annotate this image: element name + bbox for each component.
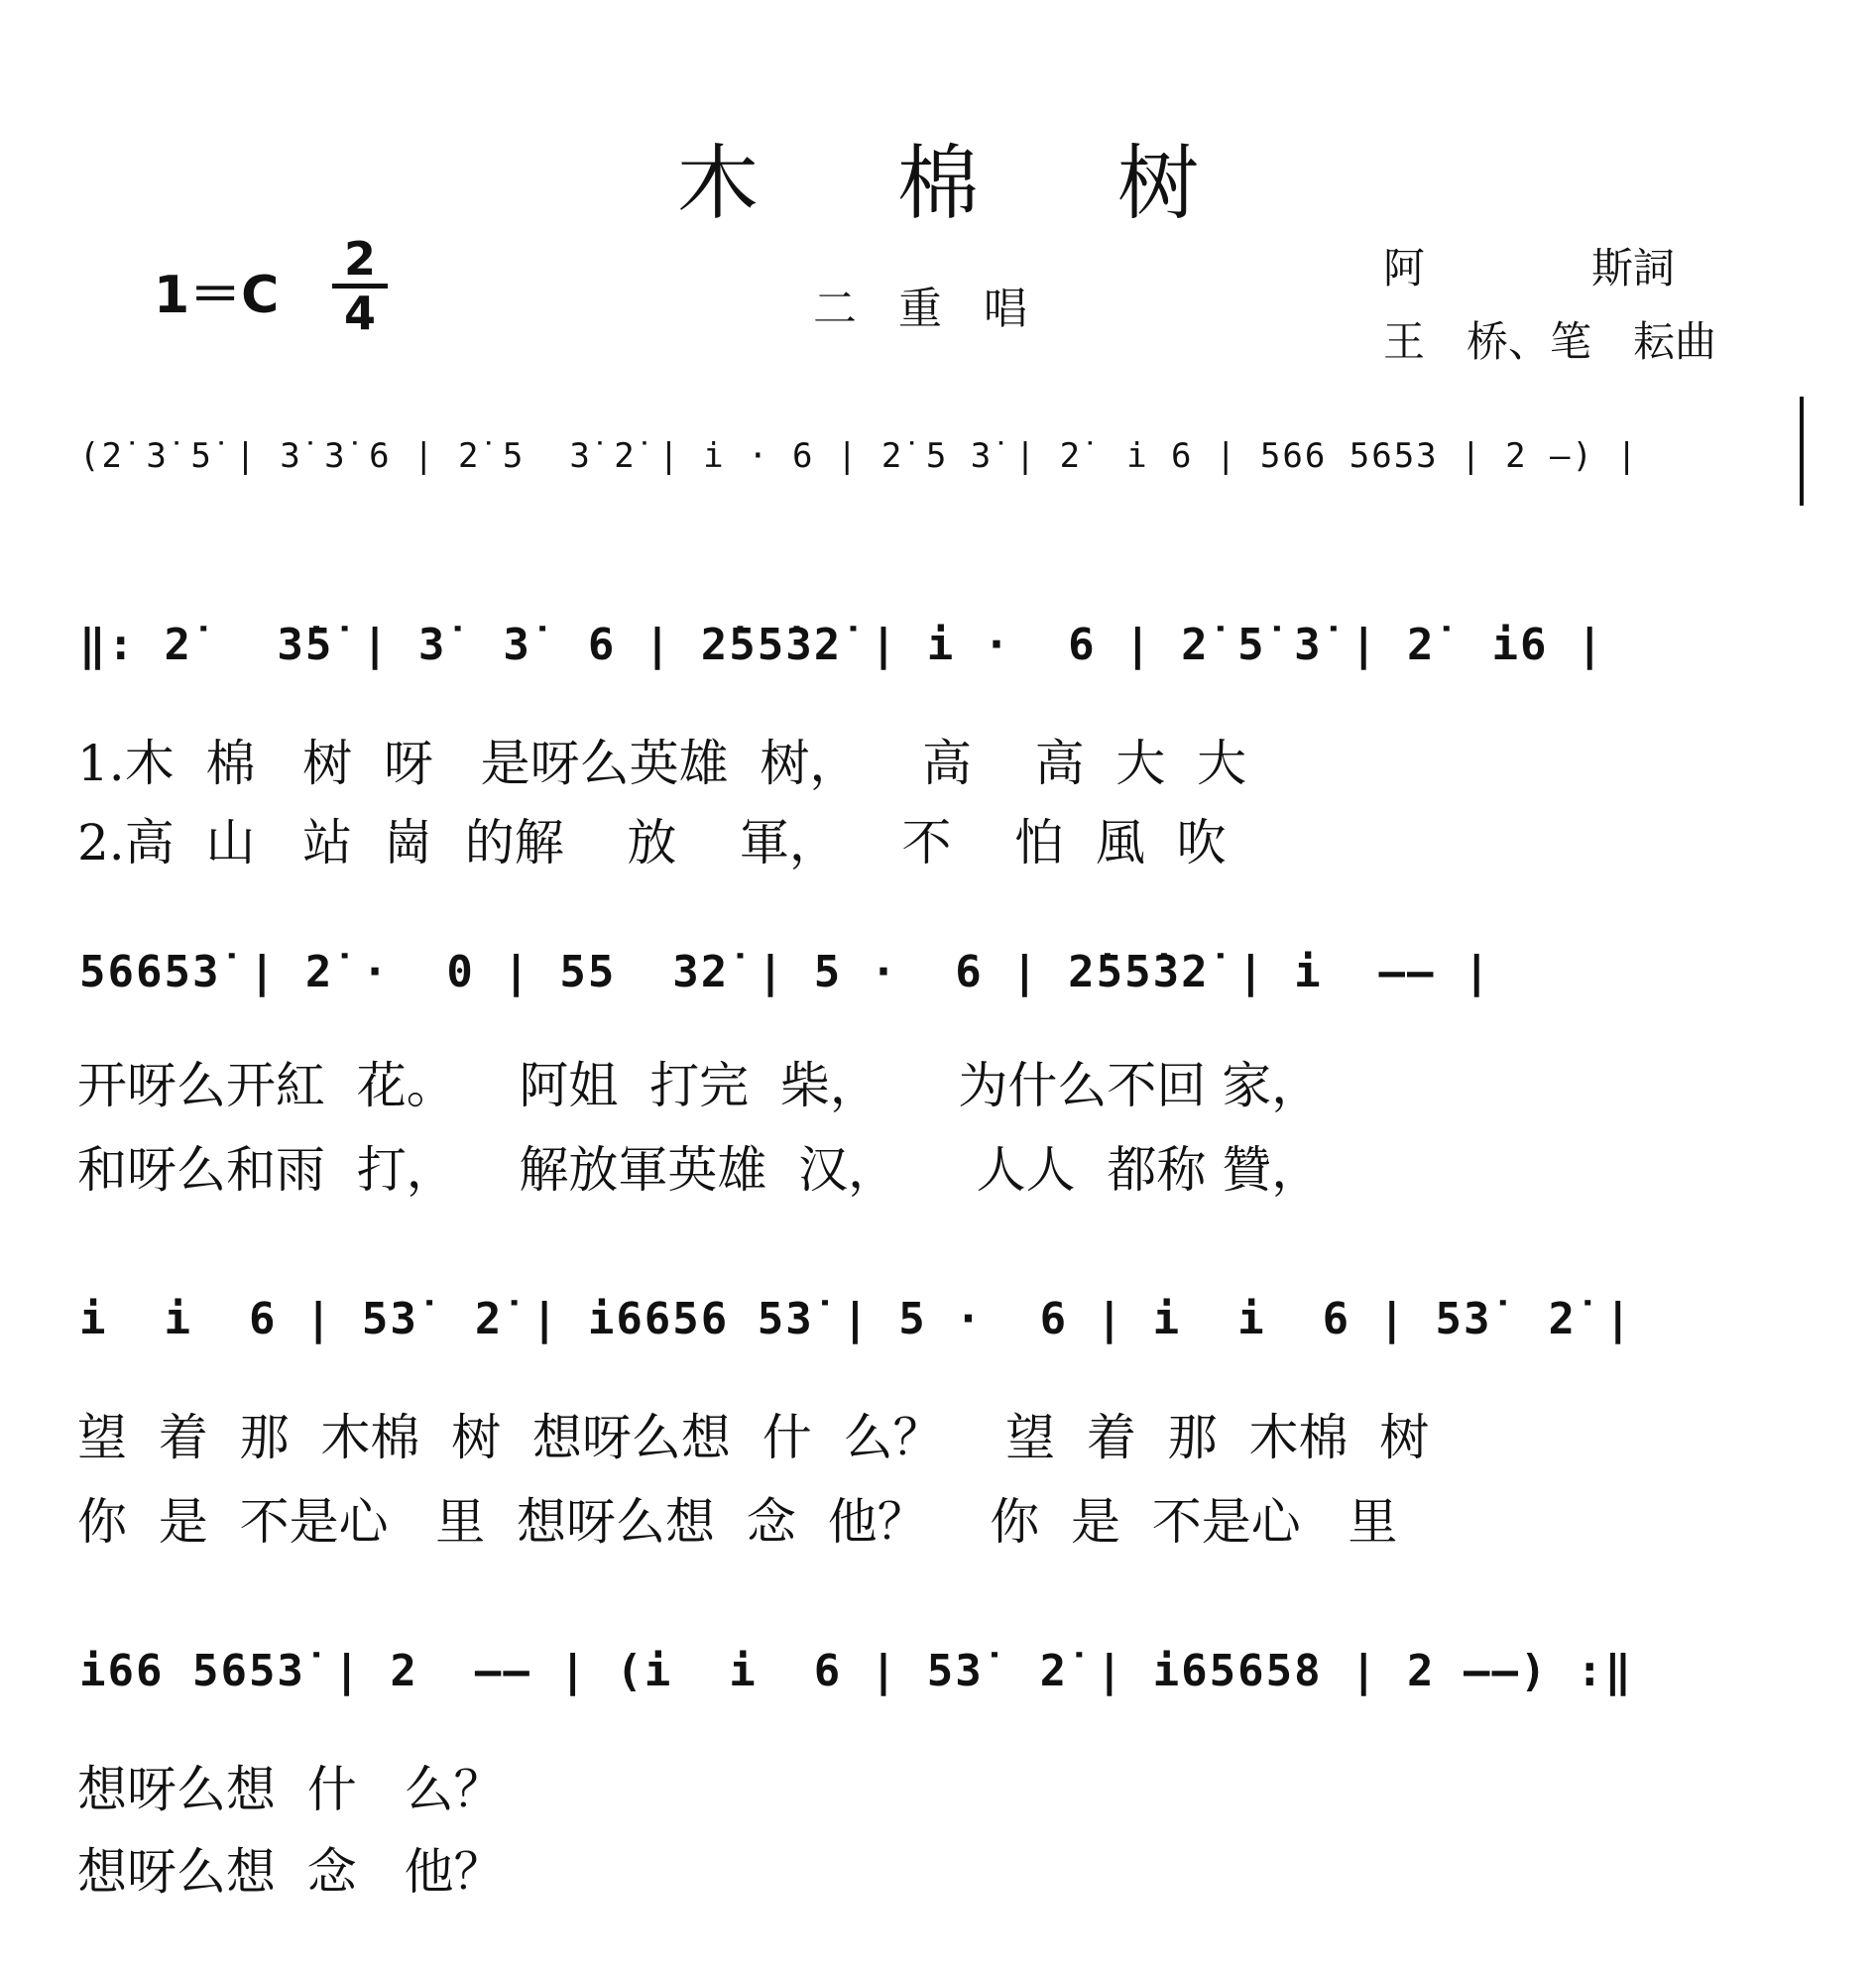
- intro-end-barline: [1800, 397, 1804, 506]
- lyrics-line-4-verse-1: 想呀么想 什 么？: [77, 1761, 504, 1818]
- lyrics-line-2-verse-1: 开呀么开紅 花。 阿姐 打完 柴， 为什么不回 家，: [77, 1057, 1322, 1114]
- time-signature-bottom: 4: [343, 287, 376, 340]
- song-subtitle: 二重唱: [813, 284, 1069, 334]
- lyrics-line-4-verse-2: 想呀么想 念 他？: [77, 1843, 504, 1901]
- notation-line-1: ‖: 2̇ 3̇5̇ | 3̇ 3̇ 6 | 2̇55̇32̇ | i · 6 | 2̇ 5̇ 3̇ | 2̇ i6 |: [79, 620, 1605, 670]
- time-signature-top: 2: [343, 232, 376, 286]
- intro-notation: (2̇ 3̇ 5̇ | 3̇ 3̇ 6 | 2̇ 5 3̇ 2̇ | i · 6 | 2̇ 5 3̇ | 2̇ i 6 | 566 5653 | 2 —) |: [79, 436, 1639, 476]
- lyrics-line-3-verse-2: 你 是 不是心 里 想呀么想 念 他？ 你 是 不是心 里: [77, 1493, 1398, 1551]
- notation-line-3: i i 6 | 53̇ 2̇ | i6656 53̇ | 5 · 6 | i i 6 | 53̇ 2̇ |: [79, 1294, 1633, 1344]
- composer-credit: 王 桥、笔 耘曲: [1383, 317, 1717, 366]
- lyrics-line-1-verse-1: 1.木 棉 树 呀 是呀么英雄 树， 高 高 大 大: [77, 735, 1247, 792]
- notation-line-4: i66 5653̇ | 2 —— | (i i 6 | 53̇ 2̇ | i65658 | 2 ——) :‖: [79, 1646, 1633, 1696]
- time-signature: [332, 232, 388, 340]
- key-signature: 1＝C: [154, 266, 280, 325]
- lyrics-line-1-verse-2: 2.高 山 站 崗 的解 放 軍， 不 怕 風 吹: [77, 814, 1227, 871]
- lyricist-credit: 阿 斯詞: [1383, 244, 1676, 292]
- credits: [1383, 236, 1765, 369]
- notation-line-2: 56653̇ | 2̇ · 0 | 55 32̇ | 5 · 6 | 2̇55̇32̇ | i —— |: [79, 947, 1492, 997]
- lyrics-line-2-verse-2: 和呀么和雨 打， 解放軍英雄 汉， 人人 都称 贊，: [77, 1141, 1322, 1199]
- lyrics-line-3-verse-1: 望 着 那 木棉 树 想呀么想 什 么？ 望 着 那 木棉 树: [77, 1409, 1430, 1466]
- song-title: 木棉树: [676, 137, 1338, 231]
